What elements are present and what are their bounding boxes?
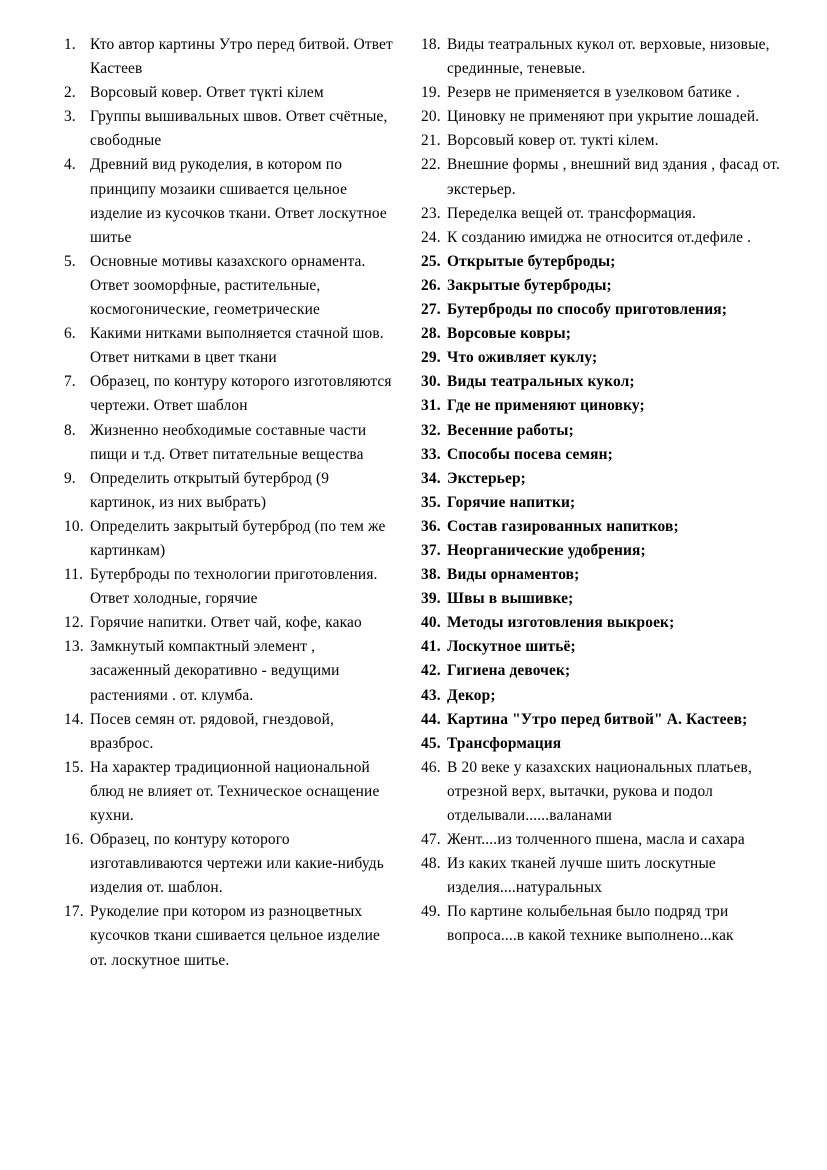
list-item-text: Циновку не применяют при укрытие лошадей. (447, 108, 760, 126)
list-item-number: 40. (421, 614, 441, 632)
list-item-text: Внешние формы , внешний вид здания , фасад от. экстерьер. (447, 156, 780, 198)
list-item-number: 35. (421, 493, 441, 511)
list-item (421, 346, 785, 370)
list-item-number: 20. (421, 108, 441, 126)
list-item (421, 587, 785, 611)
list-item-number: 42. (421, 662, 441, 680)
list-item-text: Кто автор картины Утро перед битвой. Ответ Кастеев (90, 36, 393, 78)
list-item (421, 539, 785, 563)
list-item (421, 828, 785, 852)
list-item-number: 11. (64, 566, 84, 584)
list-item-text: Весенние работы; (447, 421, 574, 439)
left-column (42, 33, 397, 973)
list-item (421, 563, 785, 587)
list-item-number: 12. (64, 614, 84, 632)
list-item-number: 45. (421, 734, 441, 752)
list-item-number: 26. (421, 276, 441, 294)
list-item-text: Определить закрытый бутерброд (по тем же картинкам) (90, 517, 386, 559)
list-item (64, 563, 397, 611)
list-item (64, 635, 397, 707)
list-item-text: Рукоделие при котором из разноцветных кусочков ткани сшивается цельное изделие от. лоскутное шитье. (90, 903, 380, 969)
list-item (421, 443, 785, 467)
list-item-text: Ворсовый ковер. Ответ түкті кілем (90, 84, 324, 102)
list-item-text: Древний вид рукоделия, в котором по принципу мозаики сшивается цельное изделие из кусочков ткани. Ответ лоскутное шитье (90, 156, 387, 246)
list-item (64, 105, 397, 153)
list-item-number: 33. (421, 445, 441, 463)
list-item (64, 611, 397, 635)
list-item-text: Замкнутый компактный элемент , засаженный декоративно - ведущими растениями . от. клумба. (90, 638, 340, 704)
list-item-number: 18. (421, 36, 441, 53)
list-item (421, 81, 785, 105)
list-item-text: Ворсовые ковры; (447, 325, 572, 343)
list-item-number: 14. (64, 710, 84, 728)
list-item-number: 48. (421, 855, 441, 873)
list-item-text: Способы посева семян; (447, 445, 613, 463)
list-item-text: В 20 веке у казахских национальных платьев, отрезной верх, вытачки, рукова и подол отделывали......валанами (447, 758, 752, 824)
list-item-text: По картине колыбельная было подряд три вопроса....в какой технике выполнено...как (447, 903, 734, 945)
list-item-number: 39. (421, 590, 441, 608)
list-item (421, 394, 785, 418)
list-item (64, 467, 397, 515)
list-item-number: 23. (421, 204, 441, 222)
list-item-number: 28. (421, 325, 441, 343)
list-item (64, 828, 397, 900)
list-item-number: 32. (421, 421, 441, 439)
list-item (421, 708, 785, 732)
list-item-text: Посев семян от. рядовой, гнездовой, вразброс. (90, 710, 334, 752)
list-item (421, 515, 785, 539)
list-item (421, 756, 785, 828)
list-item (421, 852, 785, 900)
list-item-number: 49. (421, 903, 441, 921)
list-item (421, 370, 785, 394)
right-column (397, 33, 785, 949)
list-item (421, 33, 785, 81)
list-item (421, 298, 785, 322)
list-item-text: Образец, по контуру которого изготовляются чертежи. Ответ шаблон (90, 373, 392, 415)
list-item-number: 29. (421, 349, 441, 367)
list-item (421, 322, 785, 346)
list-item (421, 153, 785, 201)
list-item (421, 732, 785, 756)
list-item-number: 10. (64, 517, 84, 535)
list-item-number: 6. (64, 325, 76, 343)
list-item-text: Открытые бутерброды; (447, 252, 616, 270)
list-item (421, 129, 785, 153)
list-item (421, 202, 785, 226)
two-column-layout (42, 33, 785, 973)
list-item (421, 467, 785, 491)
list-item-number: 44. (421, 710, 441, 728)
list-item-number: 34. (421, 469, 441, 487)
list-item (421, 684, 785, 708)
list-item-number: 38. (421, 566, 441, 584)
list-item-number: 31. (421, 397, 441, 415)
list-item-text: К созданию имиджа не относится от.дефиле . (447, 228, 752, 246)
list-item-text: Состав газированных напитков; (447, 517, 679, 535)
list-item-number: 24. (421, 228, 445, 246)
list-item-number: 8. (64, 421, 76, 439)
list-item-text: Какими нитками выполняется стачной шов. Ответ нитками в цвет ткани (90, 325, 384, 367)
list-item-text: Жизненно необходимые составные части пищи и т.д. Ответ питательные вещества (90, 421, 367, 463)
list-item-text: Ворсовый ковер от. тукті кілем. (447, 132, 659, 150)
list-item-text: Картина "Утро перед битвой" А. Кастеев; (447, 710, 748, 728)
list-item-number: 15. (64, 758, 84, 776)
list-item-number: 22. (421, 156, 441, 174)
list-item-text: Бутерброды по способу приготовления; (447, 301, 727, 319)
list-item-text: Гигиена девочек; (447, 662, 571, 680)
list-item (421, 900, 785, 948)
list-item-number: 37. (421, 541, 441, 559)
list-item (64, 515, 397, 563)
list-item-number: 3. (64, 108, 76, 126)
list-item-text: Методы изготовления выкроек; (447, 614, 675, 632)
list-item-number: 36. (421, 517, 441, 535)
list-item-number: 16. (64, 831, 84, 849)
list-item-number: 47. (421, 831, 441, 849)
list-item-number: 17. (64, 903, 84, 921)
list-item-text: Трансформация (447, 734, 562, 752)
list-item-number: 2. (64, 84, 76, 102)
list-item (421, 274, 785, 298)
list-item-number: 5. (64, 252, 76, 270)
list-item-text: Образец, по контуру которого изготавливаются чертежи или какие-нибудь изделия от. шаблон. (90, 831, 384, 897)
list-item-number: 19. (421, 84, 441, 102)
list-item (421, 491, 785, 515)
list-item-text: Резерв не применяется в узелковом батике . (447, 84, 740, 102)
list-item-text: Закрытые бутерброды; (447, 276, 612, 294)
list-item-number: 21. (421, 132, 441, 150)
list-item (64, 322, 397, 370)
list-item-text: Виды театральных кукол от. верховые, низовые, срединные, теневые. (447, 36, 770, 78)
list-item-text: Определить открытый бутерброд (9 картинок, из них выбрать) (90, 469, 330, 511)
list-item-text: Жент....из толченного пшена, масла и сахара (447, 831, 745, 849)
list-item-text: Неорганические удобрения; (447, 541, 646, 559)
list-item-text: Где не применяют циновку; (447, 397, 645, 415)
list-item-number: 9. (64, 469, 76, 487)
list-item-text: Горячие напитки. Ответ чай, кофе, какао (90, 614, 362, 632)
list-item-text: Горячие напитки; (447, 493, 576, 511)
list-item-number: 43. (421, 686, 441, 704)
list-item-text: Швы в вышивке; (447, 590, 574, 608)
list-item (421, 419, 785, 443)
list-item-text: Виды орнаментов; (447, 566, 580, 584)
list-item (64, 756, 397, 828)
list-item (421, 611, 785, 635)
list-item (421, 226, 785, 250)
list-item-text: Декор; (447, 686, 496, 704)
list-item-text: Из каких тканей лучше шить лоскутные изделия....натуральных (447, 855, 716, 897)
list-item-text: Группы вышивальных швов. Ответ счётные, свободные (90, 108, 388, 150)
list-item (64, 81, 397, 105)
list-item (64, 900, 397, 972)
list-item-number: 27. (421, 301, 445, 319)
list-item-number: 4. (64, 156, 76, 174)
list-item (421, 105, 785, 129)
list-item-number: 25. (421, 252, 441, 270)
list-item-text: Что оживляет куклу; (447, 349, 598, 367)
list-item (64, 370, 397, 418)
list-item-text: На характер традиционной национальной блюд не влияет от. Техническое оснащение кухни. (90, 758, 380, 824)
list-item-text: Бутерброды по технологии приготовления. Ответ холодные, горячие (90, 566, 378, 608)
list-item (64, 419, 397, 467)
list-item-number: 1. (64, 36, 76, 53)
list-item (421, 250, 785, 274)
list-item-text: Виды театральных кукол; (447, 373, 635, 391)
list-item-number: 46. (421, 758, 441, 776)
list-item-number: 41. (421, 638, 441, 656)
list-item-text: Лоскутное шитьё; (447, 638, 576, 656)
list-item-number: 7. (64, 373, 76, 391)
list-item (421, 635, 785, 659)
list-item (64, 250, 397, 322)
list-item-text: Экстерьер; (447, 469, 526, 487)
list-item-number: 13. (64, 638, 84, 656)
numbered-list-left (64, 33, 397, 973)
list-item (421, 659, 785, 683)
list-item (64, 33, 397, 81)
list-item-number: 30. (421, 373, 441, 391)
list-item-text: Переделка вещей от. трансформация. (447, 204, 697, 222)
list-item (64, 708, 397, 756)
list-item-text: Основные мотивы казахского орнамента. Ответ зооморфные, растительные, космогонические, геометрические (90, 252, 366, 319)
list-item (64, 153, 397, 249)
numbered-list-right (421, 33, 785, 949)
